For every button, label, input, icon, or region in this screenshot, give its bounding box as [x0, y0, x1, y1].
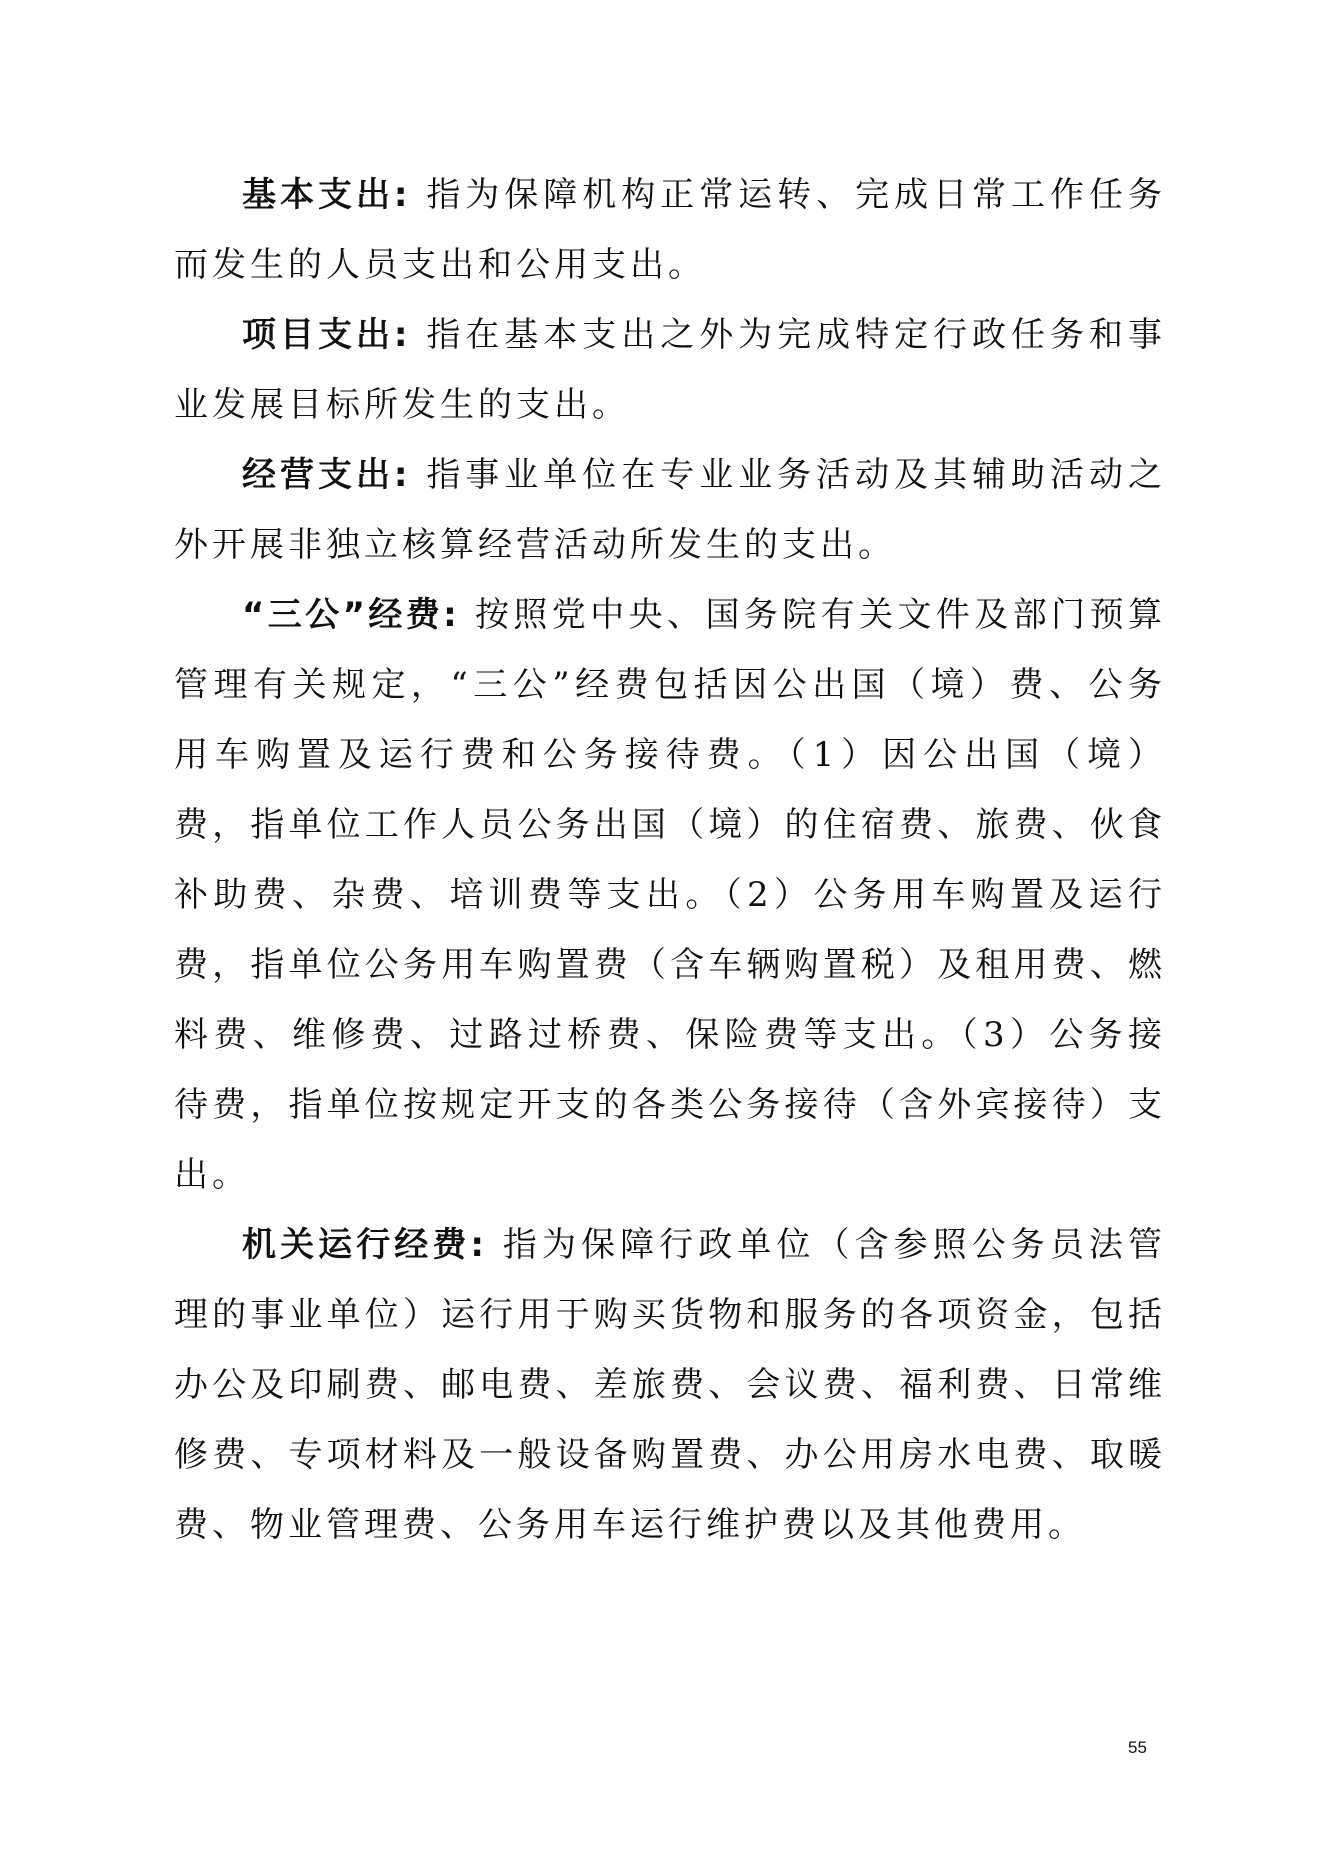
definition-basic-expenditure: 指为保障机构正常运转、完成日常工作任务而发生的人员支出和公用支出。: [174, 175, 1166, 285]
definition-agency-operating-funds: 指为保障行政单位（含参照公务员法管理的事业单位）运行用于购买货物和服务的各项资金，包括办公及印刷费、邮电费、差旅费、会议费、福利费、日常维修费、专项材料及一般设备购置费、办公用房水电费、取暖费、物业管理费、公务用车运行维护费以及其他费用。: [174, 1225, 1166, 1545]
paragraph-three-public-expenses: [174, 580, 1166, 1210]
paragraph-agency-operating-funds: [174, 1210, 1166, 1560]
term-agency-operating-funds: 机关运行经费:: [242, 1225, 488, 1265]
term-basic-expenditure: 基本支出:: [242, 175, 411, 215]
definition-three-public-expenses: 按照党中央、国务院有关文件及部门预算管理有关规定，“三公”经费包括因公出国（境）费、公务用车购置及运行费和公务接待费。（1）因公出国（境）费，指单位工作人员公务出国（境）的住宿费、旅费、伙食补助费、杂费、培训费等支出。（2）公务用车购置及运行费，指单位公务用车购置费（含车辆购置税）及租用费、燃料费、维修费、过路过桥费、保险费等支出。（3）公务接待费，指单位按规定开支的各类公务接待（含外宾接待）支出。: [174, 595, 1166, 1195]
paragraph-operating-expenditure: [174, 440, 1166, 580]
term-operating-expenditure: 经营支出:: [242, 455, 411, 495]
definition-project-expenditure: 指在基本支出之外为完成特定行政任务和事业发展目标所发生的支出。: [174, 315, 1166, 425]
term-three-public-expenses: “三公”经费:: [242, 595, 460, 635]
definition-operating-expenditure: 指事业单位在专业业务活动及其辅助活动之外开展非独立核算经营活动所发生的支出。: [174, 455, 1166, 565]
paragraph-project-expenditure: [174, 300, 1166, 440]
term-project-expenditure: 项目支出:: [242, 315, 411, 355]
document-body: [174, 160, 1166, 1560]
page-number: 55: [1128, 1738, 1147, 1757]
paragraph-basic-expenditure: [174, 160, 1166, 300]
